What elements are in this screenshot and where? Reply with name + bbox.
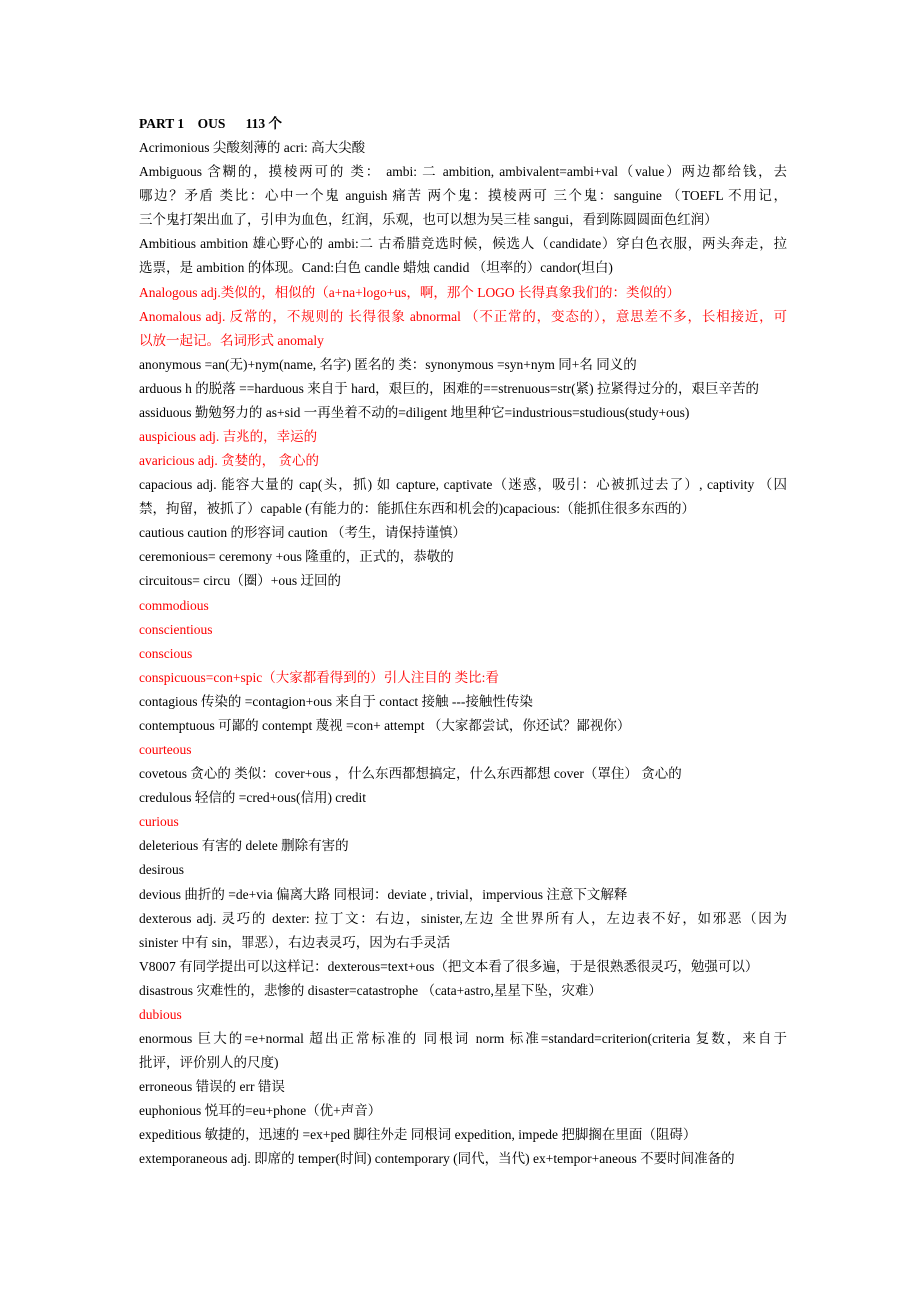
- vocab-entry: [139, 377, 787, 401]
- entry-line: Ambiguous 含糊的，摸棱两可的 类： ambi: 二 ambition, ambivalent=ambi+val（value）两边都给钱，去: [139, 164, 787, 180]
- entry-line: sinister 中有 sin，罪恶），右边表灵巧，因为右手灵活: [139, 934, 451, 950]
- vocab-entry: [139, 883, 787, 907]
- entry-line: V8007 有同学提出可以这样记：dexterous=text+ous（把文本看了很多遍，于是很熟悉很灵巧，勉强可以）: [139, 958, 759, 974]
- entry-line: desirous: [139, 862, 184, 878]
- entry-line: credulous 轻信的 =cred+ous(信用) credit: [139, 790, 367, 806]
- vocab-entry: [139, 281, 787, 305]
- entry-line: dubious: [139, 1006, 182, 1022]
- entry-line: curious: [139, 814, 179, 830]
- vocab-entry: [139, 955, 787, 979]
- document-body: [139, 112, 787, 1171]
- vocab-entry: [139, 979, 787, 1003]
- vocab-entry: [139, 473, 787, 521]
- vocab-entry: [139, 1003, 787, 1027]
- vocab-entry: [139, 1027, 787, 1075]
- entry-line: disastrous 灾难性的，悲惨的 disaster=catastrophe （cata+astro,星星下坠，灾难）: [139, 982, 602, 998]
- entry-line: 禁，拘留，被抓了）capable (有能力的：能抓住东西和机会的)capacious:（能抓住很多东西的）: [139, 501, 696, 517]
- vocab-entry: [139, 738, 787, 762]
- entry-line: Ambitious ambition 雄心野心的 ambi:二 古希腊竞选时候，候选人（candidate）穿白色衣服，两头奔走，拉: [139, 236, 787, 252]
- vocab-entry: [139, 642, 787, 666]
- vocab-entry: [139, 907, 787, 955]
- vocab-entry: [139, 449, 787, 473]
- entry-line: extemporaneous adj. 即席的 temper(时间) contemporary (同代，当代) ex+tempor+aneous 不要时间准备的: [139, 1151, 735, 1167]
- entry-line: 选票，是 ambition 的体现。Cand:白色 candle 蜡烛 candid （坦率的）candor(坦白): [139, 260, 613, 276]
- vocab-entry: [139, 425, 787, 449]
- entry-line: capacious adj. 能容大量的 cap(头，抓) 如 capture, captivate（迷惑，吸引：心被抓过去了）, captivity （囚: [139, 477, 787, 493]
- vocab-entry: [139, 666, 787, 690]
- entry-line: courteous: [139, 742, 192, 758]
- vocab-entry: [139, 594, 787, 618]
- entry-line: circuitous= circu（圈）+ous 迂回的: [139, 573, 341, 589]
- vocab-entry: [139, 714, 787, 738]
- entry-line: contagious 传染的 =contagion+ous 来自于 contact 接触 ---接触性传染: [139, 693, 533, 709]
- entry-line: commodious: [139, 597, 209, 613]
- entry-line: conspicuous=con+spic（大家都看得到的）引人注目的 类比:看: [139, 669, 499, 685]
- entry-line: 哪边？矛盾 类比：心中一个鬼 anguish 痛苦 两个鬼：摸棱两可 三个鬼：sanguine （TOEFL 不用记，: [139, 188, 787, 204]
- vocab-entry: [139, 232, 787, 280]
- entry-line: arduous h 的脱落 ==harduous 来自于 hard，艰巨的，困难的==strenuous=str(紧) 拉紧得过分的，艰巨辛苦的: [139, 380, 760, 396]
- entry-line: conscientious: [139, 621, 213, 637]
- entry-line: conscious: [139, 645, 193, 661]
- vocab-entry: [139, 810, 787, 834]
- vocab-entry: [139, 1075, 787, 1099]
- entry-line: ceremonious= ceremony +ous 隆重的，正式的，恭敬的: [139, 549, 454, 565]
- vocab-entry: [139, 136, 787, 160]
- vocab-entry: [139, 858, 787, 882]
- vocab-entry: [139, 545, 787, 569]
- vocab-entry: [139, 834, 787, 858]
- entry-line: deleterious 有害的 delete 删除有害的: [139, 838, 349, 854]
- entry-line: Analogous adj.类似的，相似的（a+na+logo+us，啊，那个 LOGO 长得真象我们的：类似的）: [139, 284, 681, 300]
- entry-line: contemptuous 可鄙的 contempt 蔑视 =con+ attempt （大家都尝试，你还试？鄙视你）: [139, 717, 631, 733]
- vocab-entry: [139, 618, 787, 642]
- entry-line: auspicious adj. 吉兆的，幸运的: [139, 429, 318, 445]
- vocab-entry: [139, 1147, 787, 1171]
- vocab-entry: [139, 786, 787, 810]
- entry-line: 以放一起记。名词形式 anomaly: [139, 332, 324, 348]
- entry-line: avaricious adj. 贪婪的， 贪心的: [139, 453, 319, 469]
- entry-line: enormous 巨大的=e+normal 超出正常标准的 同根词 norm 标准=standard=criterion(criteria 复数，来自于: [139, 1030, 787, 1046]
- vocab-entry: [139, 305, 787, 353]
- entry-line: devious 曲折的 =de+via 偏离大路 同根词：deviate , trivial，impervious 注意下文解释: [139, 886, 628, 902]
- entry-line: dexterous adj. 灵巧的 dexter: 拉丁文：右边，sinister,左边 全世界所有人，左边表不好，如邪恶（因为: [139, 910, 787, 926]
- vocab-entry: [139, 160, 787, 232]
- section-title: PART 1 OUS 113 个: [139, 116, 283, 131]
- entry-line: Anomalous adj. 反常的，不规则的 长得很象 abnormal （不正常的，变态的），意思差不多，长相接近，可: [139, 308, 787, 324]
- entry-line: erroneous 错误的 err 错误: [139, 1079, 285, 1095]
- vocab-entry: [139, 1099, 787, 1123]
- entry-line: cautious caution 的形容词 caution （考生，请保持谨慎）: [139, 525, 466, 541]
- entry-line: covetous 贪心的 类似：cover+ous ，什么东西都想搞定，什么东西都想 cover（罩住） 贪心的: [139, 766, 682, 782]
- entry-line: euphonious 悦耳的=eu+phone（优+声音）: [139, 1103, 382, 1119]
- vocab-entry: [139, 401, 787, 425]
- vocab-entry: [139, 521, 787, 545]
- entry-line: assiduous 勤勉努力的 as+sid 一再坐着不动的=diligent 地里种它=industrious=studious(study+ous): [139, 404, 690, 420]
- entry-line: expeditious 敏捷的，迅速的 =ex+ped 脚往外走 同根词 expedition, impede 把脚搁在里面（阻碍）: [139, 1127, 697, 1143]
- vocab-entry: [139, 762, 787, 786]
- vocab-entry: [139, 569, 787, 593]
- entry-line: anonymous =an(无)+nym(name, 名字) 匿名的 类：synonymous =syn+nym 同+名 同义的: [139, 356, 637, 372]
- entry-line: 三个鬼打架出血了，引申为血色，红润，乐观，也可以想为吴三桂 sangui，看到陈圆圆面色红润）: [139, 212, 718, 228]
- vocab-entry: [139, 1123, 787, 1147]
- vocab-entry: [139, 353, 787, 377]
- vocab-entry: [139, 690, 787, 714]
- entry-line: Acrimonious 尖酸刻薄的 acri: 高大尖酸: [139, 140, 366, 156]
- entry-line: 批评，评价别人的尺度): [139, 1055, 279, 1071]
